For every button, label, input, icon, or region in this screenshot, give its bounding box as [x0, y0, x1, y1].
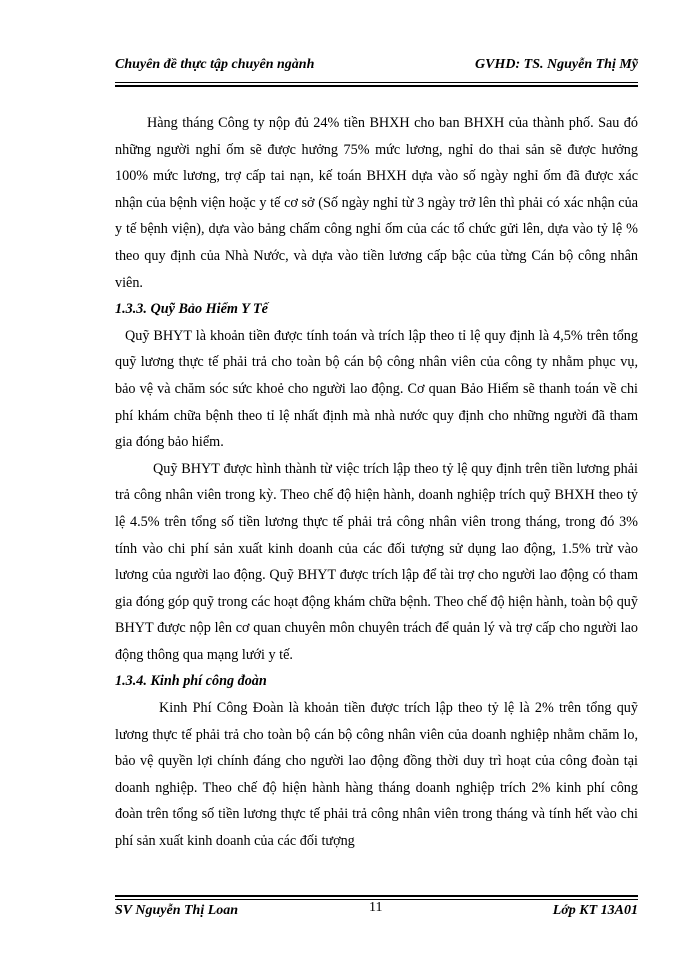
header-supervisor: GVHD: TS. Nguyễn Thị Mỹ — [475, 57, 638, 72]
paragraph-bhyt-definition: Quỹ BHYT là khoản tiền được tính toán và trích lập theo tỉ lệ quy định là 4,5% trên tổng quỹ lương thực tế phải trả cho toàn bộ cán bộ công nhân viên của công ty nhằm phục vụ, bảo vệ và chăm sóc sức khoẻ cho người lao động. Cơ quan Bảo Hiểm sẽ thanh toán về chi phí khám chữa bệnh theo tỉ lệ nhất định mà nhà nước quy định cho những người đã tham gia đóng bảo hiểm. — [115, 327, 638, 451]
paragraph-kpcd-definition: Kinh Phí Công Đoàn là khoản tiền được trích lập theo tỷ lệ là 2% trên tổng quỹ lương thực tế phải trả cho toàn bộ cán bộ công nhân viên của doanh nghiệp nhằm chăm lo, bảo vệ quyền lợi chính đáng cho người lao động đồng thời duy trì hoạt của công đoàn tại doanh nghiệp. Theo chế độ hiện hành hàng tháng doanh nghiệp trích 2% kinh phí công đoàn trên tổng số tiền lương thực tế phải trả công nhân viên trong tháng và tính hết vào chi phí sản xuất kinh doanh của các đối tượng — [115, 700, 638, 850]
header-rule-thin — [115, 82, 638, 83]
footer-student-name: SV Nguyễn Thị Loan — [115, 903, 239, 918]
page-header — [115, 57, 638, 79]
header-report-title: Chuyên đề thực tập chuyên ngành — [115, 57, 315, 72]
page-number: 11 — [369, 900, 383, 915]
paragraph-bhxh-payment: Hàng tháng Công ty nộp đủ 24% tiền BHXH cho ban BHXH của thành phố. Sau đó những người nghỉ ốm sẽ được hưởng 75% mức lương, nghỉ do thai sản sẽ được hưởng 100% mức lương, trợ cấp tai nạn, kế toán BHXH dựa vào số ngày nghỉ ốm đã được xác nhận của bệnh viện hoặc y tế cơ sở (Số ngày nghỉ từ 3 ngày trở lên thì phải có xác nhận của y tế bệnh viện), dựa vào bảng chấm công nghỉ ốm của các tổ chức gửi lên, dựa vào tỷ lệ % theo quy định của Nhà Nước, và dựa vào tiền lương cấp bậc của từng Cán bộ công nhân viên. — [115, 115, 638, 291]
section-heading-bhyt: 1.3.3. Quỹ Bảo Hiểm Y Tế — [115, 301, 268, 318]
header-rule-thick — [115, 85, 638, 87]
section-heading-kpcd: 1.3.4. Kinh phí công đoàn — [115, 673, 267, 690]
page-body — [115, 110, 638, 855]
footer-class: Lớp KT 13A01 — [552, 903, 638, 918]
paragraph-bhyt-formation: Quỹ BHYT được hình thành từ việc trích lập theo tỷ lệ quy định trên tiền lương phải trả công nhân viên trong kỳ. Theo chế độ hiện hành, doanh nghiệp trích quỹ BHXH theo tỷ lệ 4.5% trên tổng số tiền lương thực tế phải trả công nhân viên trong tháng, trong đó 3% tính vào chi phí sản xuất kinh doanh của các đối tượng sử dụng lao động, 1.5% trừ vào lương của người lao động. Quỹ BHYT được trích lập để tài trợ cho người lao động có tham gia đóng góp quỹ trong các hoạt động khám chữa bệnh. Theo chế độ hiện hành, toàn bộ quỹ BHYT được nộp lên cơ quan chuyên môn chuyên trách để quản lý và trợ cấp cho người lao động thông qua mạng lưới y tế. — [115, 460, 638, 663]
page-footer — [115, 900, 638, 925]
footer-rule-thick — [115, 895, 638, 897]
